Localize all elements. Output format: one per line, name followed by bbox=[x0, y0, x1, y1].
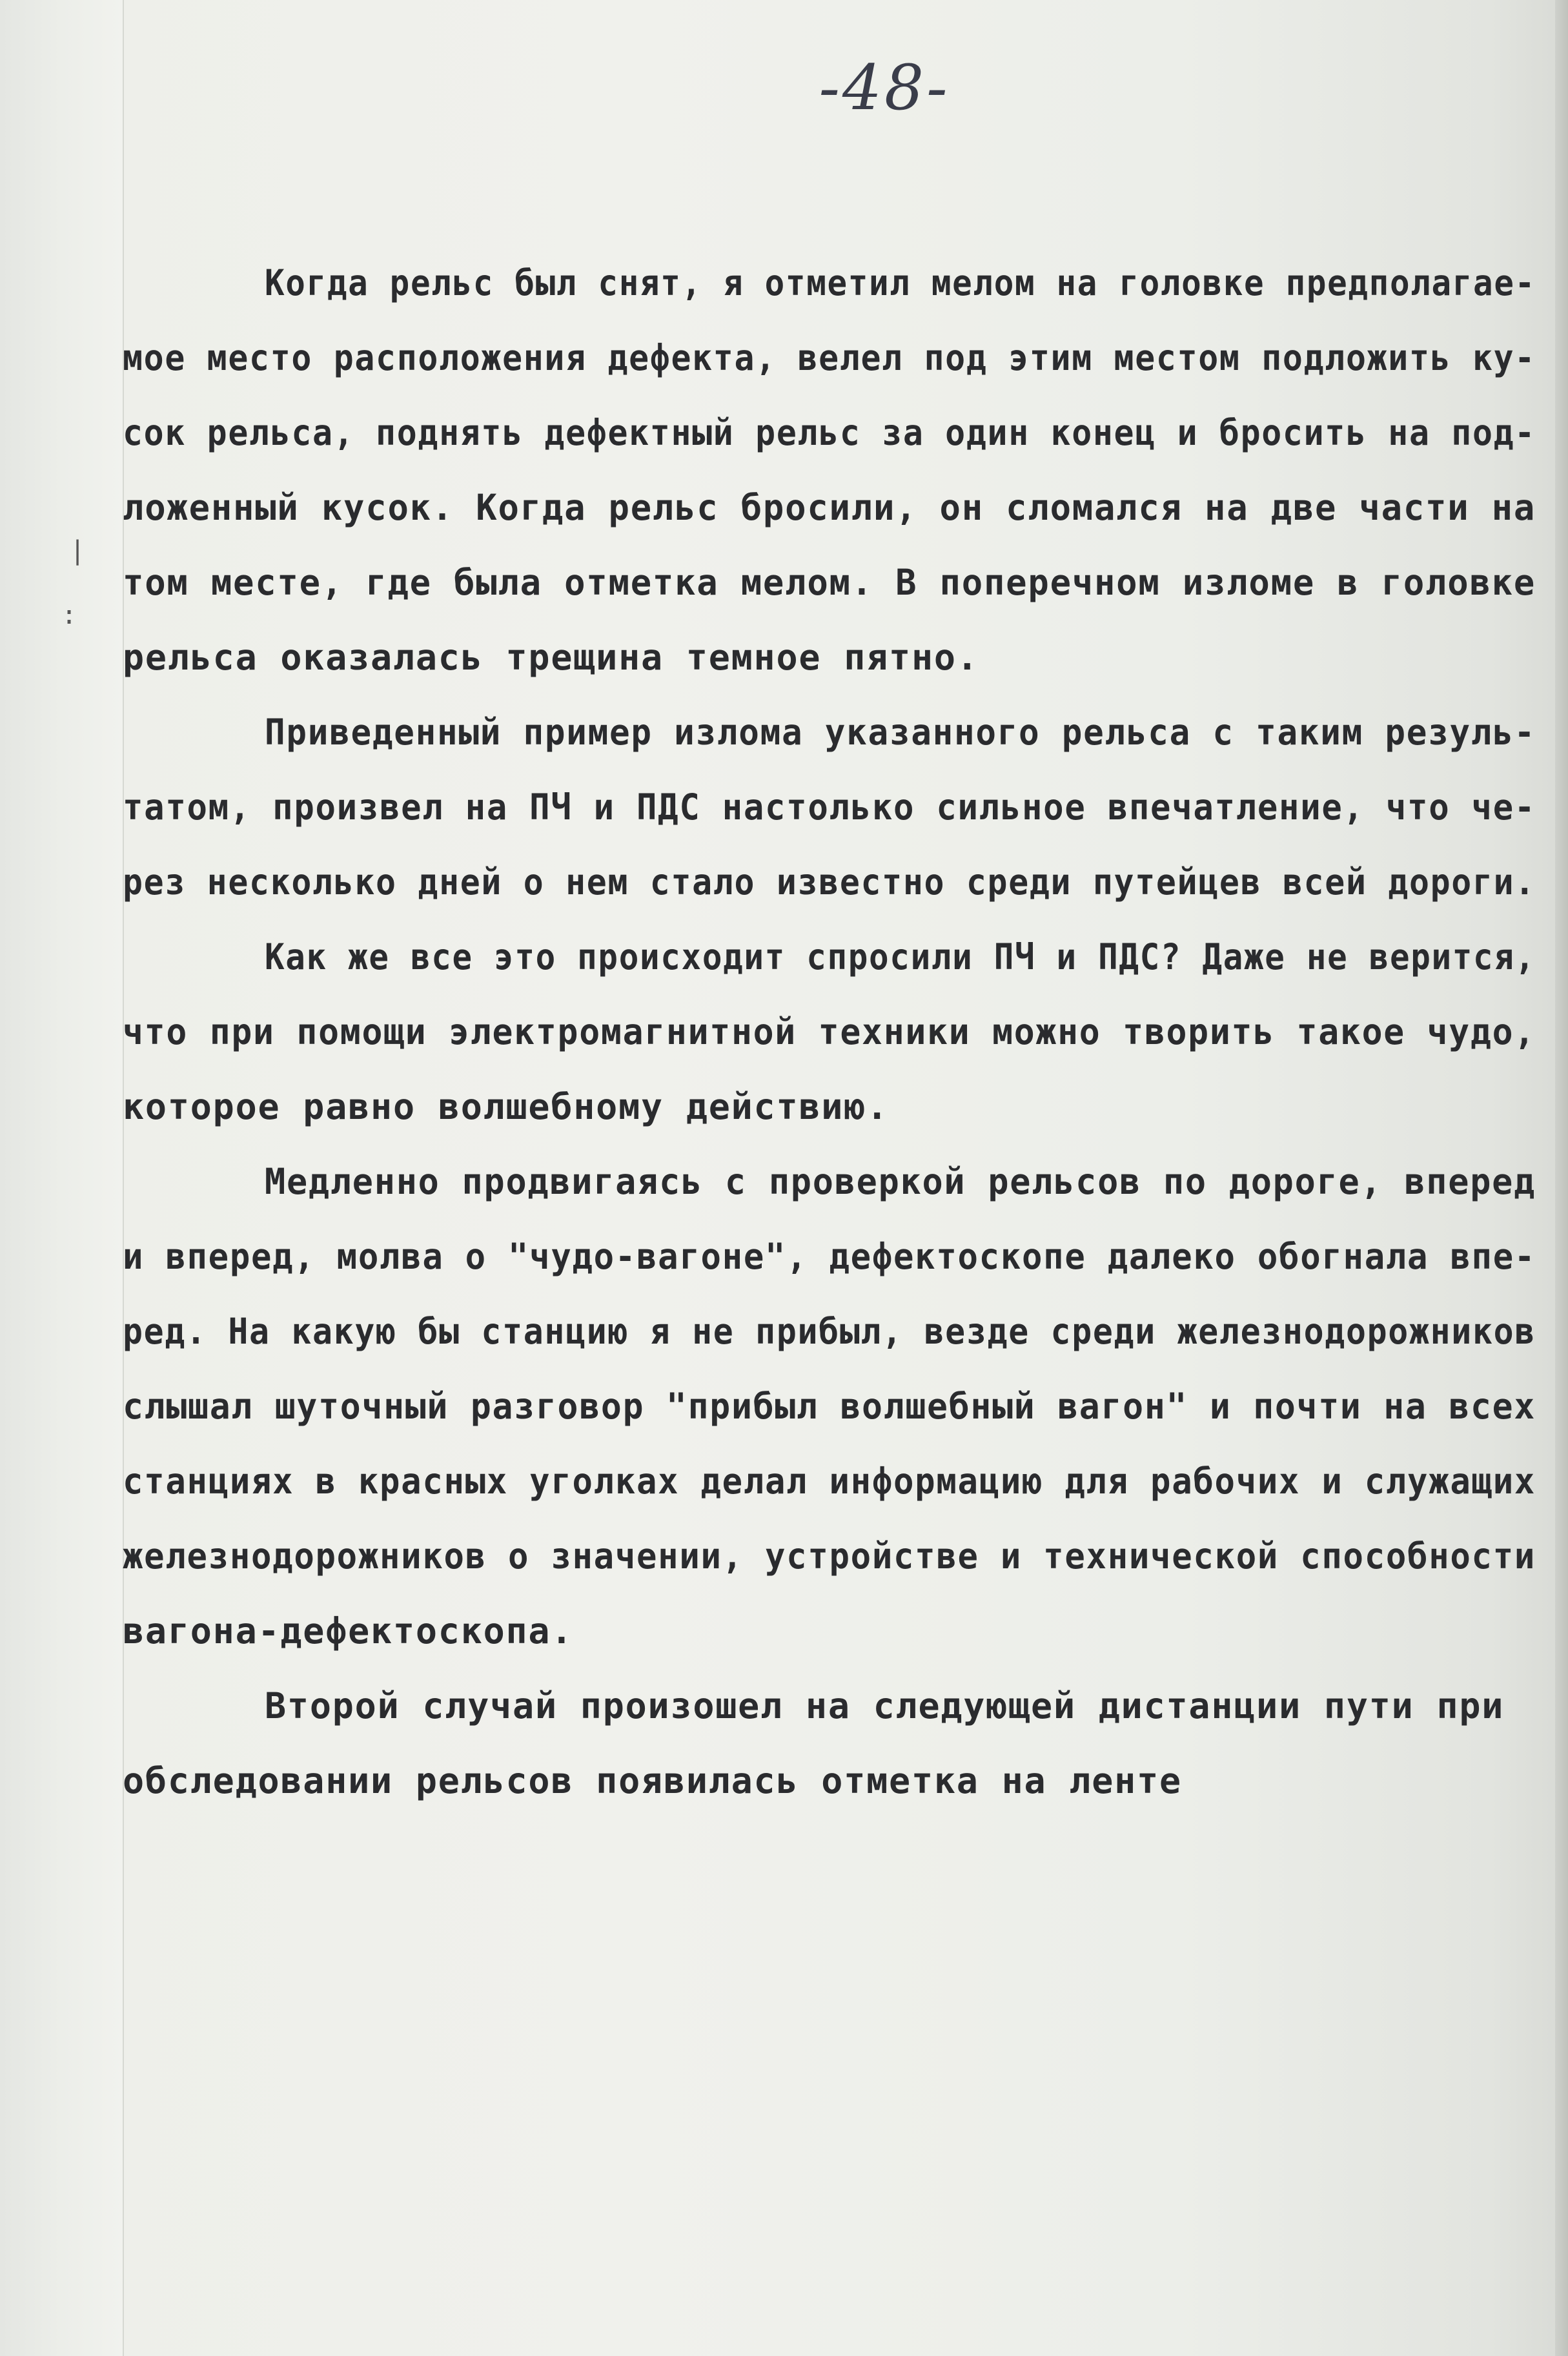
margin-tick-mark: | bbox=[70, 536, 86, 566]
text-line: татом, произвел на ПЧ и ПДС настолько сильное впечатление, что че- bbox=[123, 786, 1536, 828]
text-line: обследовании рельсов появилась отметка на ленте bbox=[123, 1760, 1182, 1801]
text-line: ред. На какую бы станцию я не прибыл, везде среди железнодорожников bbox=[123, 1311, 1536, 1352]
text-line: железнодорожников о значении, устройстве и технической способности bbox=[123, 1535, 1536, 1577]
text-line: что при помощи электромагнитной техники можно творить такое чудо, bbox=[123, 1011, 1536, 1052]
text-line: мое место расположения дефекта, велел под этим местом подложить ку- bbox=[123, 337, 1536, 378]
page-number: -48- bbox=[819, 52, 950, 124]
text-line: Медленно продвигаясь с проверкой рельсов по дороге, вперед bbox=[265, 1161, 1536, 1202]
typewritten-text-body bbox=[123, 245, 1568, 1818]
text-line: рез несколько дней о нем стало известно среди путейцев всей дороги. bbox=[123, 861, 1536, 903]
text-line: которое равно волшебному действию. bbox=[123, 1086, 890, 1127]
margin-tick-mark: : bbox=[61, 600, 77, 630]
text-line: ложенный кусок. Когда рельс бросили, он сломался на две части на bbox=[123, 487, 1536, 528]
page-left-margin bbox=[0, 0, 124, 2356]
text-line: Как же все это происходит спросили ПЧ и ПДС? Даже не верится, bbox=[265, 936, 1536, 978]
text-line: Второй случай произошел на следующей дистанции пути при bbox=[265, 1685, 1505, 1726]
text-line: станциях в красных уголках делал информацию для рабочих и служащих bbox=[123, 1460, 1536, 1502]
text-line: рельса оказалась трещина темное пятно. bbox=[123, 637, 979, 678]
text-line: Когда рельс был снят, я отметил мелом на головке предполагае- bbox=[265, 262, 1536, 303]
text-line: том месте, где была отметка мелом. В поперечном изломе в головке bbox=[123, 562, 1536, 603]
text-line: вагона-дефектоскопа. bbox=[123, 1610, 574, 1652]
text-line: сок рельса, поднять дефектный рельс за один конец и бросить на под- bbox=[123, 412, 1536, 453]
text-line: Приведенный пример излома указанного рельса с таким резуль- bbox=[265, 712, 1536, 753]
text-line: и вперед, молва о "чудо-вагоне", дефектоскопе далеко обогнала впе- bbox=[123, 1236, 1536, 1277]
text-line: слышал шуточный разговор "прибыл волшебный вагон" и почти на всех bbox=[123, 1386, 1536, 1427]
